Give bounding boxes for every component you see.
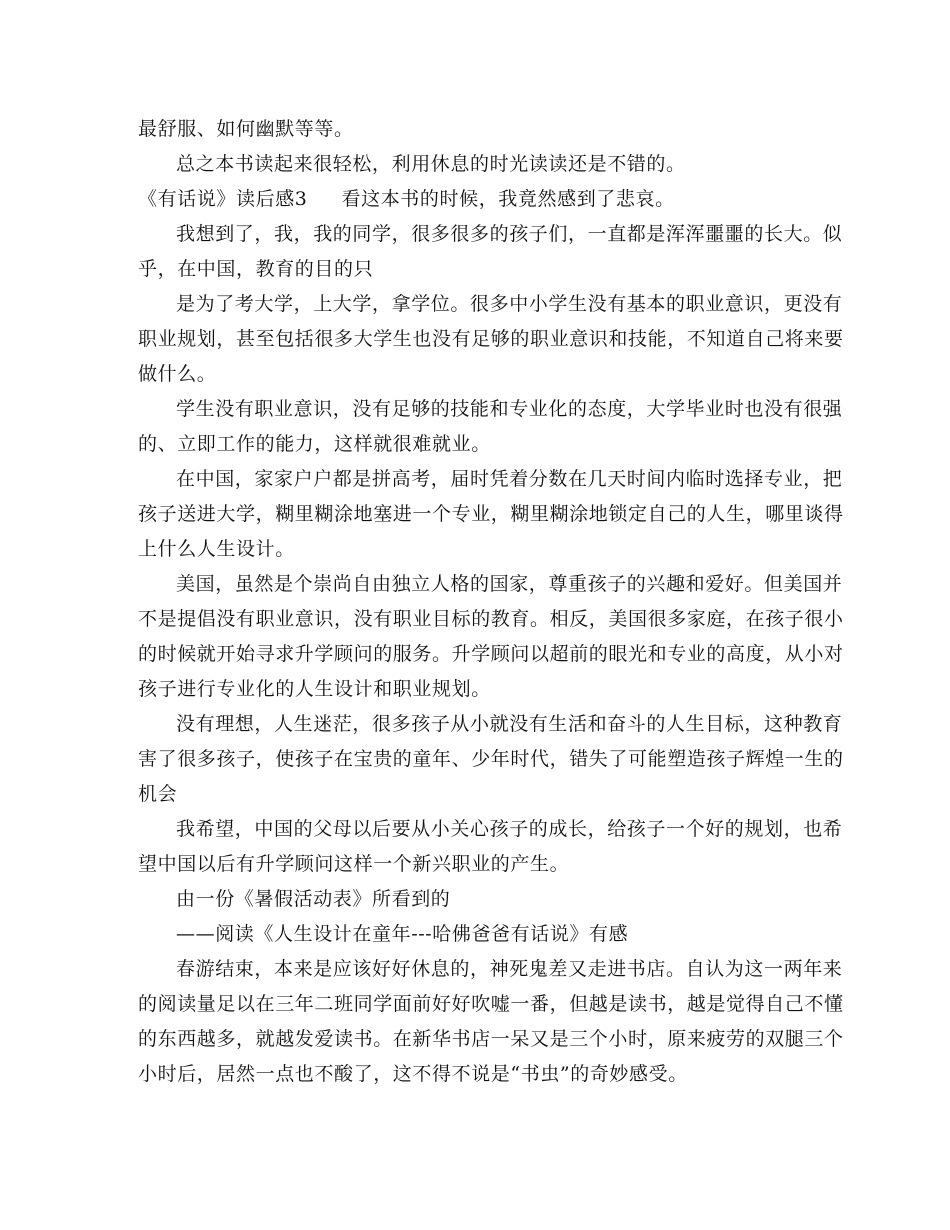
text-line: 的东西越多，就越发爱读书。在新华书店一呆又是三个小时，原来疲劳的双腿三个: [138, 1028, 844, 1050]
text-line: 我希望，中国的父母以后要从小关心孩子的成长，给孩子一个好的规划，也希: [176, 818, 843, 840]
text-line: 是为了考大学，上大学，拿学位。很多中小学生没有基本的职业意识，更没有: [176, 293, 843, 315]
text-line: 职业规划，甚至包括很多大学生也没有足够的职业意识和技能，不知道自己将来要: [138, 328, 844, 350]
text-line: 上什么人生设计。: [138, 538, 295, 560]
heading-line: [138, 182, 818, 217]
text-line: 的、立即工作的能力，这样就很难就业。: [138, 433, 491, 455]
text-line: 小时后，居然一点也不酸了，这不得不说是“书虫”的奇妙感受。: [138, 1063, 688, 1085]
text-line: 孩子送进大学，糊里糊涂地塞进一个专业，糊里糊涂地锁定自己的人生，哪里谈得: [138, 503, 844, 525]
document-body: [138, 112, 844, 1092]
subtitle-line: 由一份《暑假活动表》所看到的: [176, 888, 451, 910]
text-line: 总之本书读起来很轻松，利用休息的时光读读还是不错的。: [176, 153, 686, 175]
text-line: 春游结束，本来是应该好好休息的，神死鬼差又走进书店。自认为这一两年来: [176, 958, 843, 980]
text-line: 在中国，家家户户都是拼高考，届时凭着分数在几天时间内临时选择专业，把: [176, 468, 843, 490]
text-line: 孩子进行专业化的人生设计和职业规划。: [138, 678, 491, 700]
text-line: 没有理想，人生迷茫，很多孩子从小就没有生活和奋斗的人生目标，这种教育: [176, 713, 843, 735]
text-line: 不是提倡没有职业意识，没有职业目标的教育。相反，美国很多家庭，在孩子很小: [138, 608, 844, 630]
text-line: 学生没有职业意识，没有足够的技能和专业化的态度，大学毕业时也没有很强: [176, 398, 843, 420]
text-line: 的阅读量足以在三年二班同学面前好好吹嘘一番，但越是读书，越是觉得自己不懂: [138, 993, 844, 1015]
section-title: 《有话说》读后感3: [138, 188, 308, 210]
text-line: 乎，在中国，教育的目的只: [138, 258, 374, 280]
text-line: 最舒服、如何幽默等等。: [138, 118, 354, 140]
text-line: 望中国以后有升学顾问这样一个新兴职业的产生。: [138, 853, 570, 875]
text-line: 机会: [138, 783, 178, 805]
text-line: 美国，虽然是个崇尚自由独立人格的国家，尊重孩子的兴趣和爱好。但美国并: [176, 573, 843, 595]
text-line: 的时候就开始寻求升学顾问的服务。升学顾问以超前的眼光和专业的高度，从小对: [138, 643, 844, 665]
subtitle-line: ——阅读《人生设计在童年---哈佛爸爸有话说》有感: [176, 923, 629, 945]
text-line: 看这本书的时候，我竟然感到了悲哀。: [341, 188, 675, 210]
text-line: 做什么。: [138, 363, 217, 385]
text-line: 我想到了，我，我的同学，很多很多的孩子们，一直都是浑浑噩噩的长大。似: [176, 223, 843, 245]
text-line: 害了很多孩子，使孩子在宝贵的童年、少年时代，错失了可能塑造孩子辉煌一生的: [138, 748, 844, 770]
